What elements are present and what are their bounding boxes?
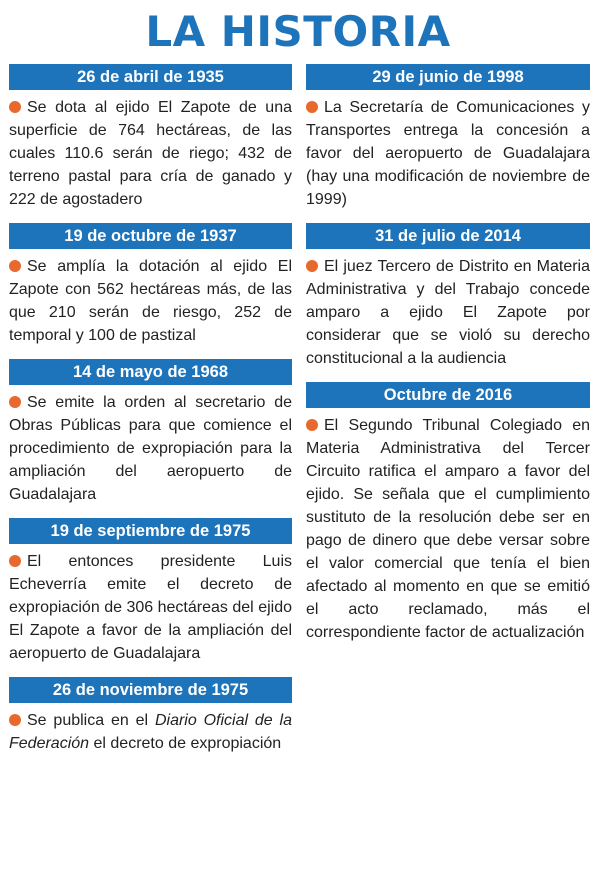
newspaper-name: Diario Oficial de la Federación bbox=[9, 712, 293, 752]
event-date-bar: 26 de abril de 1935 bbox=[9, 64, 292, 90]
event-date-bar: 14 de mayo de 1968 bbox=[9, 359, 292, 385]
bullet-icon bbox=[9, 714, 21, 726]
timeline-event bbox=[9, 359, 292, 506]
bullet-icon bbox=[9, 260, 21, 272]
timeline-event bbox=[9, 677, 292, 755]
event-text: Se emite la orden al secretario de Obras Públicas para que comience el procedimiento de expropiación para la ampliación del aeropuerto de Guadalajara bbox=[9, 394, 292, 503]
page-title: LA HISTORIA bbox=[145, 7, 451, 56]
event-date-bar: 19 de octubre de 1937 bbox=[9, 223, 292, 249]
timeline-event bbox=[306, 382, 590, 644]
event-text: Se publica en el bbox=[27, 712, 155, 729]
bullet-icon bbox=[306, 260, 318, 272]
timeline-event bbox=[9, 518, 292, 665]
timeline-event bbox=[9, 223, 292, 347]
event-text: Se amplía la dotación al ejido El Zapote con 562 hectáreas más, de las que 210 serán de riesgo, 252 de temporal y 100 de pastizal bbox=[9, 258, 292, 344]
timeline-event bbox=[306, 64, 590, 211]
timeline-left-column bbox=[9, 64, 292, 767]
timeline-right-column bbox=[306, 64, 590, 656]
event-date-bar: 26 de noviembre de 1975 bbox=[9, 677, 292, 703]
bullet-icon bbox=[9, 101, 21, 113]
event-text: el decreto de expropiación bbox=[89, 735, 282, 752]
timeline-event bbox=[306, 223, 590, 370]
event-text: El juez Tercero de Distrito en Materia Administrativa y del Trabajo concede amparo a ejido El Zapote por considerar que se violó su derecho constitucional a la audiencia bbox=[306, 258, 590, 367]
bullet-icon bbox=[9, 555, 21, 567]
bullet-icon bbox=[9, 396, 21, 408]
timeline-event bbox=[9, 64, 292, 211]
bullet-icon bbox=[306, 101, 318, 113]
event-date-bar: 19 de septiembre de 1975 bbox=[9, 518, 292, 544]
event-date-bar: Octubre de 2016 bbox=[306, 382, 590, 408]
event-text: El entonces presidente Luis Echeverría emite el decreto de expropiación de 306 hectáreas del ejido El Zapote a favor de la ampliación del aeropuerto de Guadalajara bbox=[9, 553, 292, 662]
bullet-icon bbox=[306, 419, 318, 431]
event-date-bar: 29 de junio de 1998 bbox=[306, 64, 590, 90]
event-text: La Secretaría de Comunicaciones y Transportes entrega la concesión a favor del aeropuerto de Guadalajara (hay una modificación de noviembre de 1999) bbox=[306, 99, 590, 208]
event-date-bar: 31 de julio de 2014 bbox=[306, 223, 590, 249]
event-text: Se dota al ejido El Zapote de una superficie de 764 hectáreas, de las cuales 110.6 serán de riego; 432 de terreno pastal para cría de ganado y 222 de agostadero bbox=[9, 99, 292, 208]
event-text: El Segundo Tribunal Colegiado en Materia Administrativa del Tercer Circuito ratifica el amparo a favor del ejido. Se señala que el cumplimiento sustituto de la resolución debe ser en pago de dinero que debe versar sobre el valor comercial que tenía el bien afectado al momento en que se emitió el acto reclamado, más el correspondiente factor de actualización bbox=[306, 417, 590, 641]
